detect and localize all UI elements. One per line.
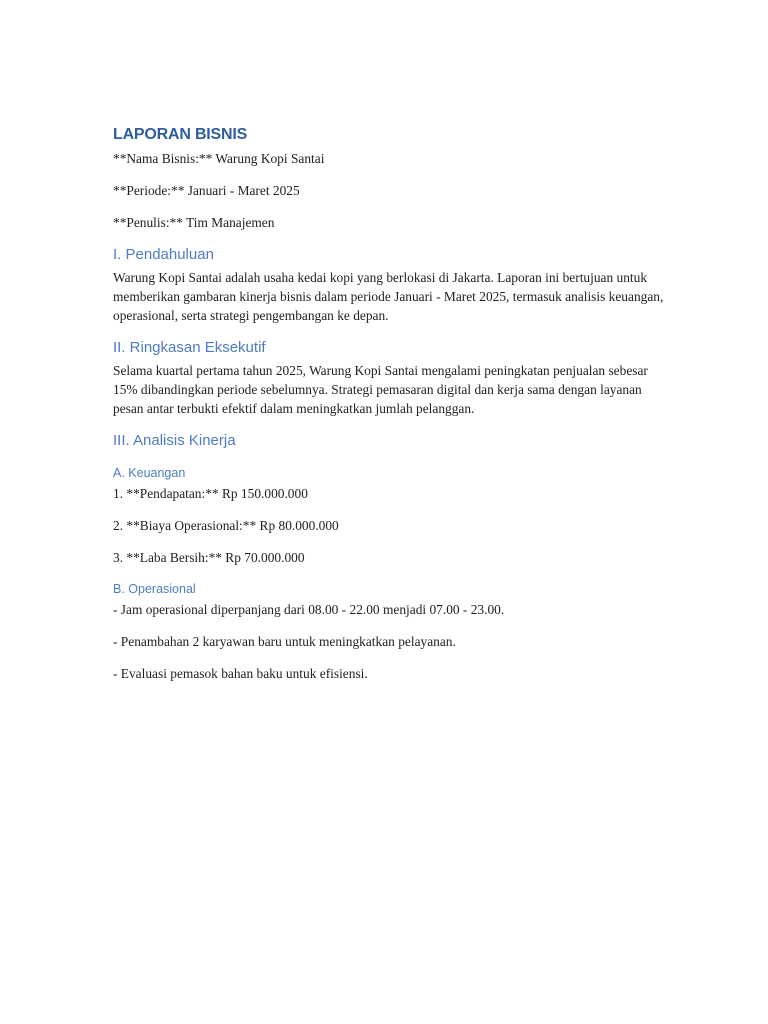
document-title: LAPORAN BISNIS — [113, 126, 248, 143]
finance-item-operating-cost: 2. **Biaya Operasional:** Rp 80.000.000 — [113, 518, 339, 533]
finance-item-revenue: 1. **Pendapatan:** Rp 150.000.000 — [113, 486, 308, 501]
operations-item-suppliers: - Evaluasi pemasok bahan baku untuk efisiensi. — [113, 666, 368, 681]
meta-period: **Periode:** Januari - Maret 2025 — [113, 183, 300, 198]
subheading-operations: B. Operasional — [113, 582, 196, 596]
meta-author: **Penulis:** Tim Manajemen — [113, 215, 275, 230]
operations-item-hours: - Jam operasional diperpanjang dari 08.00 - 22.00 menjadi 07.00 - 23.00. — [113, 602, 505, 617]
heading-introduction: I. Pendahuluan — [113, 246, 214, 263]
introduction-paragraph: Warung Kopi Santai adalah usaha kedai kopi yang berlokasi di Jakarta. Laporan ini bertujuan untuk memberikan gambaran kinerja bisnis dalam periode Januari - Maret 2025, termasuk analisis keuangan, operasional, serta strategi pengembangan ke depan. — [113, 270, 664, 323]
subheading-finance: A. Keuangan — [113, 466, 186, 480]
heading-executive-summary: II. Ringkasan Eksekutif — [113, 339, 266, 356]
heading-performance-analysis: III. Analisis Kinerja — [113, 432, 236, 449]
meta-business-name: **Nama Bisnis:** Warung Kopi Santai — [113, 151, 325, 166]
finance-item-net-profit: 3. **Laba Bersih:** Rp 70.000.000 — [113, 550, 305, 565]
executive-summary-paragraph: Selama kuartal pertama tahun 2025, Warung Kopi Santai mengalami peningkatan penjualan sebesar 15% dibandingkan periode sebelumnya. Strategi pemasaran digital dan kerja sama dengan layanan pesan antar terbukti efektif dalam meningkatkan jumlah pelanggan. — [113, 363, 648, 416]
document-page — [113, 124, 673, 696]
operations-item-staff: - Penambahan 2 karyawan baru untuk meningkatkan pelayanan. — [113, 634, 456, 649]
